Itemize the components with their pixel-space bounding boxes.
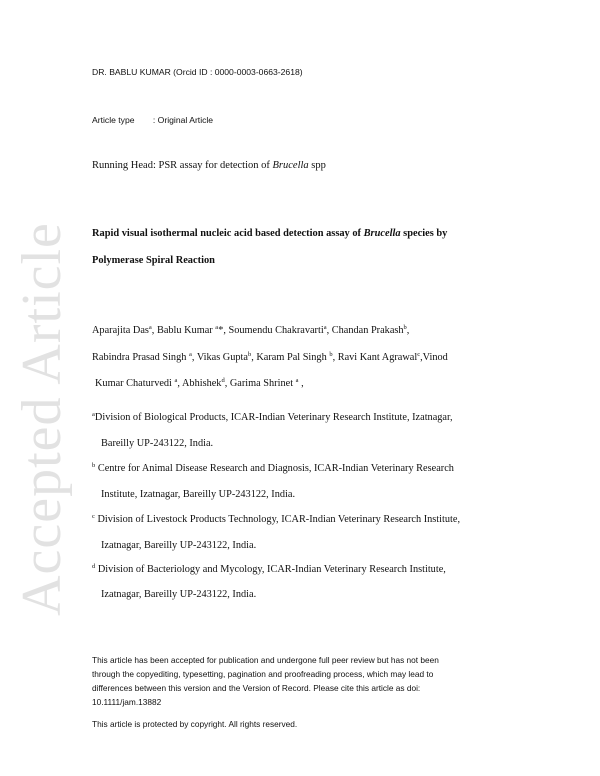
affiliation-sup: a	[92, 411, 95, 418]
affiliation-text: Centre for Animal Disease Research and Diagnosis, ICAR-Indian Veterinary Research	[95, 463, 454, 474]
title-text: Rapid visual isothermal nucleic acid based detection assay of	[92, 228, 364, 239]
corresponding-author-line: DR. BABLU KUMAR (Orcid ID : 0000-0003-0663-2618)	[92, 67, 303, 77]
author-affiliation-sup: a	[148, 324, 152, 331]
author-affiliation-sup: a	[188, 351, 192, 358]
author-line-1	[92, 325, 409, 336]
author-name: Bablu Kumar	[156, 325, 216, 336]
author-line-3	[95, 378, 304, 389]
author-separator: ,	[251, 352, 257, 363]
author-name: Vikas Gupta	[196, 352, 248, 363]
acceptance-notice-line-1: This article has been accepted for publication and undergone full peer review but has not been	[92, 655, 439, 665]
affiliation-b-cont: Institute, Izatnagar, Bareilly UP-243122, India.	[101, 489, 296, 500]
author-affiliation-sup: b	[403, 324, 407, 331]
doi-line: 10.1111/jam.13882	[92, 697, 162, 707]
affiliation-c	[92, 514, 460, 525]
author-name: Karam Pal Singh	[256, 352, 330, 363]
running-head-text: Running Head: PSR assay for detection of	[92, 160, 273, 171]
author-affiliation-sup: a	[215, 324, 219, 331]
author-separator: ,	[177, 378, 182, 389]
author-name: Soumendu Chakravarti	[228, 325, 324, 336]
affiliation-a-cont: Bareilly UP-243122, India.	[101, 438, 214, 449]
author-line-2	[92, 352, 448, 363]
author-affiliation-sup: d	[221, 377, 225, 384]
affiliation-c-cont: Izatnagar, Bareilly UP-243122, India.	[101, 540, 257, 551]
article-title-line-2: Polymerase Spiral Reaction	[92, 255, 215, 266]
article-type-row	[92, 115, 213, 125]
title-suffix: species by	[400, 228, 448, 239]
author-affiliation-sup: a	[174, 377, 178, 384]
running-head-genus: Brucella	[272, 160, 309, 171]
running-head-suffix: spp	[308, 160, 326, 171]
author-name: Abhishek	[181, 378, 222, 389]
author-affiliation-sup: b	[247, 351, 252, 358]
affiliation-text: Division of Livestock Products Technology, ICAR-Indian Veterinary Research Institute,	[94, 514, 461, 525]
affiliation-text: Division of Biological Products, ICAR-Indian Veterinary Research Institute, Izatnagar,	[94, 412, 453, 423]
affiliation-sup: d	[92, 563, 96, 570]
author-separator: ,	[151, 325, 157, 336]
copyright-notice: This article is protected by copyright. All rights reserved.	[92, 719, 298, 729]
author-affiliation-sup: c	[417, 351, 421, 358]
affiliation-text: Division of Bacteriology and Mycology, ICAR-Indian Veterinary Research Institute,	[95, 564, 446, 575]
author-affiliation-sup: b	[329, 351, 333, 358]
article-title-line-1	[92, 228, 447, 239]
affiliation-sup: b	[92, 462, 96, 469]
acceptance-notice-line-2: through the copyediting, typesetting, pagination and proofreading process, which may lead to	[92, 669, 434, 679]
acceptance-notice-line-3: differences between this version and the Version of Record. Please cite this article as doi:	[92, 683, 421, 693]
article-type-value: : Original Article	[152, 115, 214, 125]
article-type-label: Article type	[92, 115, 135, 125]
author-separator: *,	[218, 325, 229, 336]
author-affiliation-sup: a	[323, 324, 327, 331]
running-head	[92, 160, 326, 171]
author-name: Aparajita Das	[92, 325, 149, 336]
author-separator: ,	[191, 352, 197, 363]
affiliation-sup: c	[92, 513, 95, 520]
accepted-article-watermark: Accepted Article	[11, 222, 73, 616]
affiliation-d	[92, 564, 446, 575]
author-name: Kumar Chaturvedi	[95, 378, 175, 389]
author-separator: ,	[326, 325, 332, 336]
affiliation-b	[92, 463, 454, 474]
author-affiliation-sup: a	[295, 377, 299, 384]
author-separator: ,Vinod	[420, 352, 448, 363]
author-separator: ,	[332, 352, 338, 363]
author-name: Garima Shrinet	[229, 378, 296, 389]
author-separator: ,	[406, 325, 410, 336]
author-name: Rabindra Prasad Singh	[92, 352, 189, 363]
title-genus: Brucella	[363, 228, 401, 239]
author-separator: ,	[224, 378, 230, 389]
author-name: Chandan Prakash	[331, 325, 404, 336]
author-name: Ravi Kant Agrawal	[337, 352, 418, 363]
affiliation-a	[92, 412, 453, 423]
author-separator: ,	[298, 378, 304, 389]
affiliation-d-cont: Izatnagar, Bareilly UP-243122, India.	[101, 589, 257, 600]
